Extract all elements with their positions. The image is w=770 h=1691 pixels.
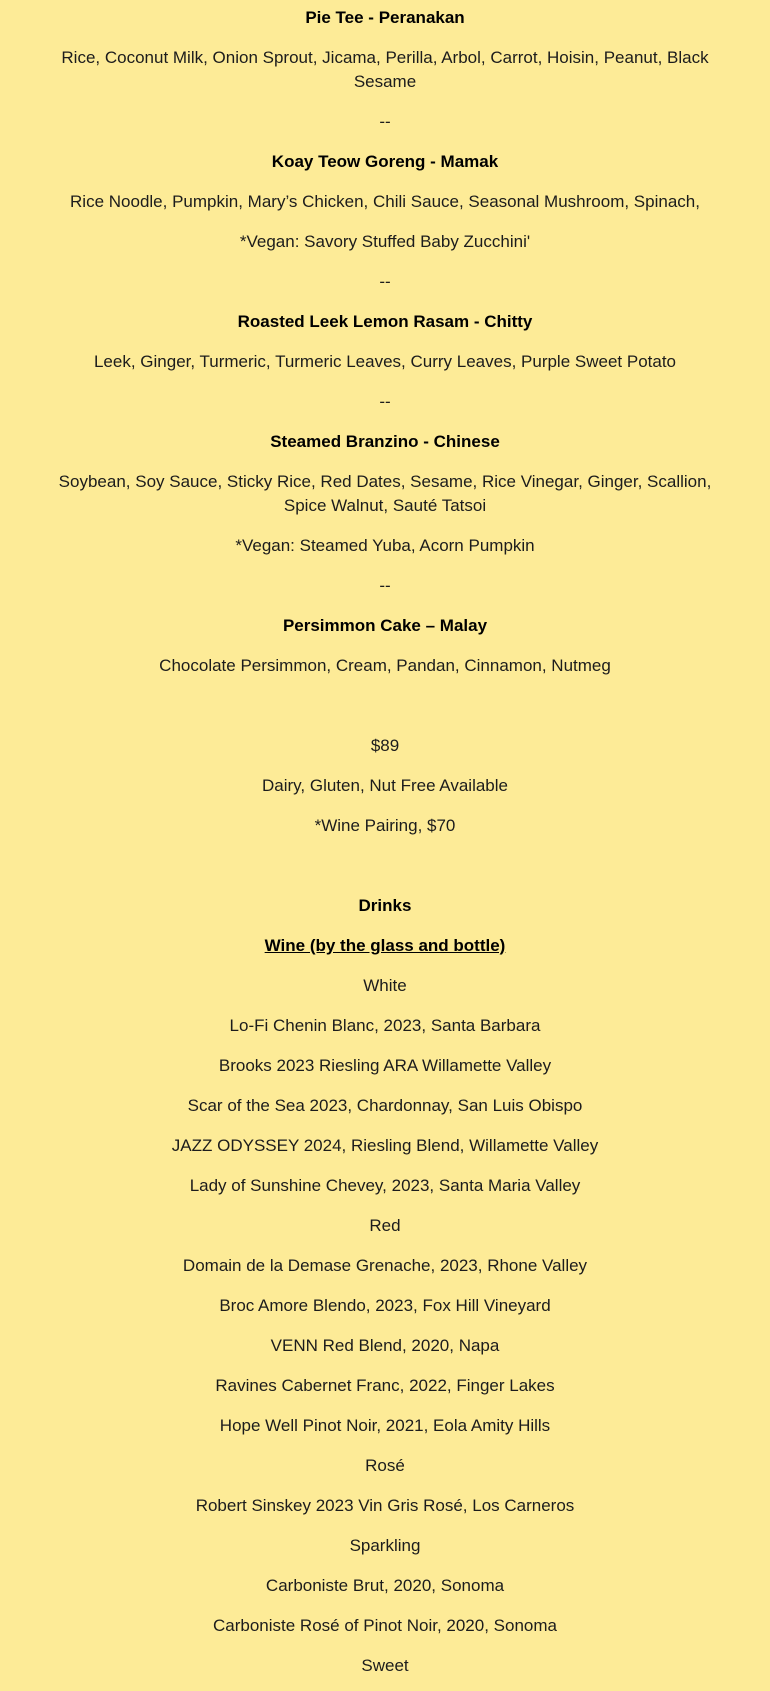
course-title: Koay Teow Goreng - Mamak [271,152,499,171]
course-title: Pie Tee - Peranakan [305,8,465,27]
course-separator: -- [379,576,391,595]
course-vegan-option: *Vegan: Steamed Yuba, Acorn Pumpkin [235,536,535,555]
wine-item: Carboniste Brut, 2020, Sonoma [265,1576,505,1595]
dietary-note: Dairy, Gluten, Nut Free Available [262,776,508,795]
course-title: Persimmon Cake – Malay [282,616,488,635]
wine-item: Ravines Cabernet Franc, 2022, Finger Lakes [215,1376,555,1395]
wine-item: JAZZ ODYSSEY 2024, Riesling Blend, Willamette Valley [171,1136,599,1155]
section-spacer [0,694,770,734]
course-vegan-option: *Vegan: Savory Stuffed Baby Zucchini' [239,232,531,251]
course-separator: -- [379,392,391,411]
wine-category-sweet: Sweet [361,1656,409,1675]
course-separator: -- [379,272,391,291]
course-description: Rice, Coconut Milk, Onion Sprout, Jicama, Perilla, Arbol, Carrot, Hoisin, Peanut, Black Sesame [61,48,709,91]
wine-item: Scar of the Sea 2023, Chardonnay, San Luis Obispo [187,1096,583,1115]
course-title: Steamed Branzino - Chinese [270,432,500,451]
wine-item: VENN Red Blend, 2020, Napa [270,1336,500,1355]
wine-item: Brooks 2023 Riesling ARA Willamette Valley [218,1056,552,1075]
wine-item: Domain de la Demase Grenache, 2023, Rhone Valley [182,1256,588,1275]
wine-item: Hope Well Pinot Noir, 2021, Eola Amity Hills [219,1416,551,1435]
wine-category-white: White [363,976,407,995]
wine-item: Carboniste Rosé of Pinot Noir, 2020, Sonoma [213,1616,557,1635]
wine-pairing-price: *Wine Pairing, $70 [314,816,456,835]
course-description: Rice Noodle, Pumpkin, Mary’s Chicken, Chili Sauce, Seasonal Mushroom, Spinach, [70,192,700,211]
wine-heading: Wine (by the glass and bottle) [264,936,506,955]
wine-item: Robert Sinskey 2023 Vin Gris Rosé, Los Carneros [195,1496,575,1515]
wine-item: Broc Amore Blendo, 2023, Fox Hill Vineyard [219,1296,551,1315]
course-title: Roasted Leek Lemon Rasam - Chitty [237,312,533,331]
drinks-title: Drinks [358,896,412,915]
menu-price: $89 [370,736,400,755]
wine-item: Lady of Sunshine Chevey, 2023, Santa Maria Valley [189,1176,581,1195]
wine-category-rose: Rosé [365,1456,405,1475]
wine-category-sparkling: Sparkling [349,1536,421,1555]
course-separator: -- [379,112,391,131]
wine-category-red: Red [369,1216,401,1235]
wine-item: Lo-Fi Chenin Blanc, 2023, Santa Barbara [229,1016,541,1035]
course-description: Leek, Ginger, Turmeric, Turmeric Leaves, Curry Leaves, Purple Sweet Potato [93,352,677,371]
course-description: Chocolate Persimmon, Cream, Pandan, Cinnamon, Nutmeg [159,656,611,675]
course-description: Soybean, Soy Sauce, Sticky Rice, Red Dates, Sesame, Rice Vinegar, Ginger, Scallion, Spice Walnut, Sauté Tatsoi [58,472,712,515]
section-spacer [0,854,770,894]
